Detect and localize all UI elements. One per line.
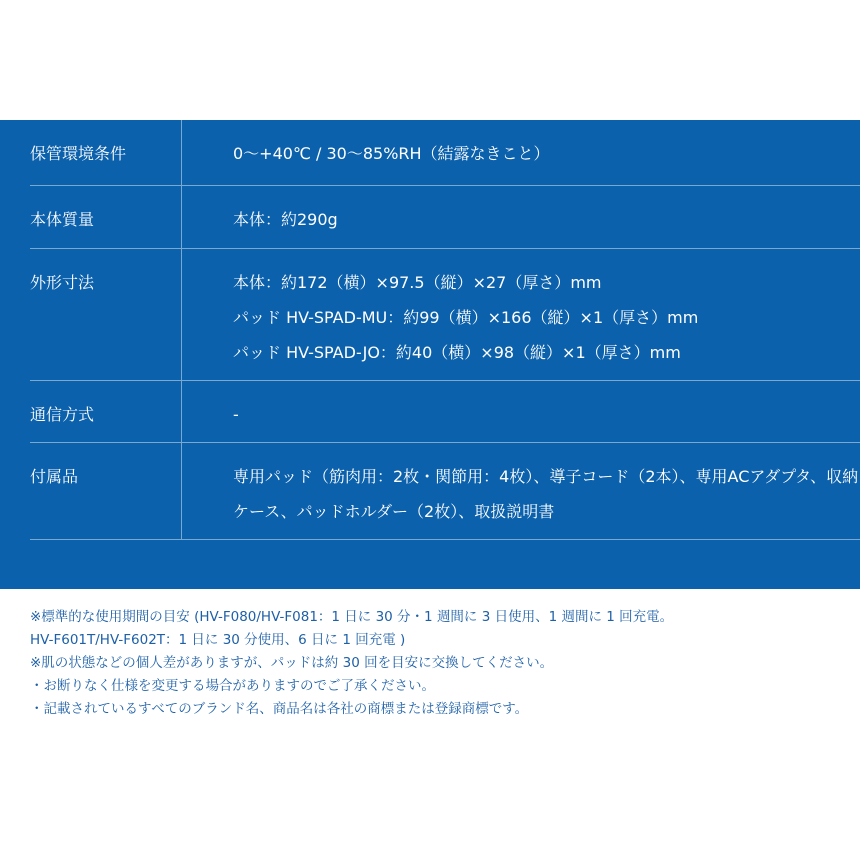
dimensions-label: 外形寸法	[30, 249, 182, 380]
specification-table	[30, 120, 860, 540]
communication-method-label: 通信方式	[30, 381, 182, 442]
spec-row-storage-conditions	[30, 120, 860, 186]
spec-row-accessories	[30, 443, 860, 540]
weight-label: 本体質量	[30, 186, 182, 248]
storage-conditions-text: 0～+40℃ / 30～85%RH（結露なきこと）	[233, 144, 550, 163]
pad-replacement-note: ※肌の状態などの個人差がありますが、パッドは約 30 回を目安に交換してください。	[30, 655, 554, 671]
dimensions-body: 本体：約172（横）×97.5（縦）×27（厚さ）mm	[233, 273, 602, 292]
spec-row-weight	[30, 186, 860, 249]
trademark-note: ・記載されているすべてのブランド名、商品名は各社の商標または登録商標です。	[30, 701, 529, 717]
dimensions-pad-mu: パッド HV-SPAD-MU：約99（横）×166（縦）×1（厚さ）mm	[233, 308, 699, 327]
storage-conditions-label: 保管環境条件	[30, 120, 182, 185]
accessories-value	[182, 443, 860, 539]
usage-period-note: ※標準的な使用期間の目安 (HV-F080/HV-F081：1 日に 30 分・1 週間に 3 日使用、1 週間に 1 回充電。	[30, 609, 674, 625]
accessories-line-1: 専用パッド（筋肉用：2枚・関節用：4枚）、導子コード（2本）、専用ACアダプタ、収納	[233, 467, 859, 486]
usage-period-note-continued: HV-F601T/HV-F602T：1 日に 30 分使用、6 日に 1 回充電 )	[30, 632, 406, 648]
specification-panel	[0, 120, 860, 589]
dimensions-value	[182, 249, 860, 380]
accessories-line-2: ケース、パッドホルダー（2枚）、取扱説明書	[233, 502, 555, 521]
spec-row-dimensions	[30, 249, 860, 381]
storage-conditions-value	[182, 120, 860, 185]
weight-value	[182, 186, 860, 248]
communication-method-value	[182, 381, 860, 442]
dimensions-pad-jo: パッド HV-SPAD-JO：約40（横）×98（縦）×1（厚さ）mm	[233, 343, 681, 362]
specification-notes	[30, 606, 830, 721]
communication-method-text: -	[233, 405, 239, 424]
accessories-label: 付属品	[30, 443, 182, 539]
weight-text: 本体：約290g	[233, 210, 338, 229]
spec-row-communication-method	[30, 381, 860, 443]
spec-change-note: ・お断りなく仕様を変更する場合がありますのでご了承ください。	[30, 678, 435, 694]
